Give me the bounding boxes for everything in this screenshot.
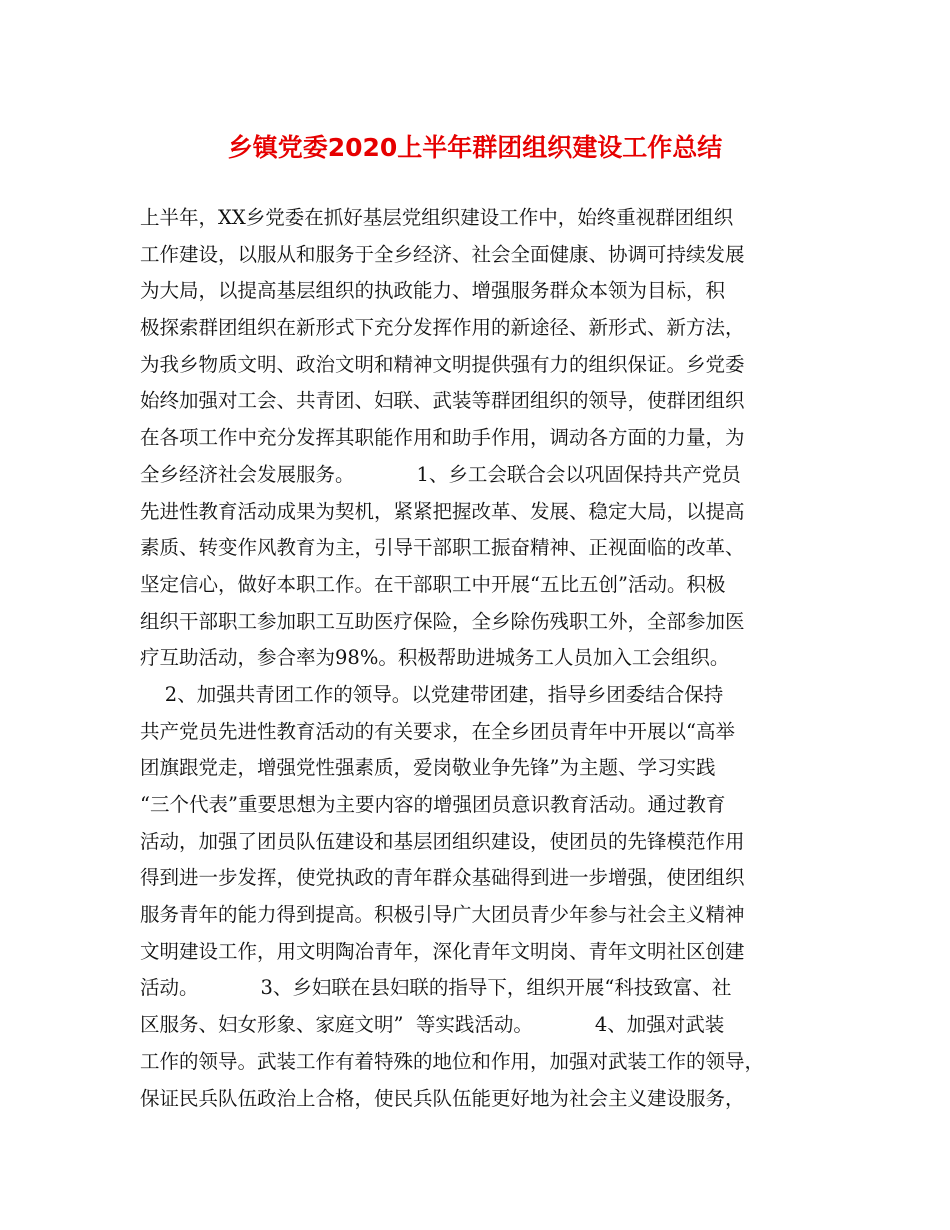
body-line: 活动，加强了团员队伍建设和基层团组织建设，使团员的先锋模范作用	[140, 829, 745, 853]
body-line: 全乡经济社会发展服务。 1、乡工会联合会以巩固保持共产党员	[140, 462, 741, 486]
body-line: 上半年，XX乡党委在抓好基层党组织建设工作中，始终重视群团组织	[140, 206, 734, 229]
body-line: 活动。 3、乡妇联在县妇联的指导下，组织开展“科技致富、社	[140, 976, 732, 1000]
body-line: 2、加强共青团工作的领导。以党建带团建，指导乡团委结合保持	[140, 682, 724, 706]
body-line: 得到进一步发挥，使党执政的青年群众基础得到进一步增强，使团组织	[140, 866, 745, 890]
body-line: 工作建设，以服从和服务于全乡经济、社会全面健康、协调可持续发展	[140, 242, 745, 266]
body-line: “三个代表”重要思想为主要内容的增强团员意识教育活动。通过教育	[140, 793, 726, 816]
body-line: 为我乡物质文明、政治文明和精神文明提供强有力的组织保证。乡党委	[140, 352, 745, 376]
body-line: 区服务、妇女形象、家庭文明” 等实践活动。 4、加强对武装	[140, 1013, 725, 1037]
body-line: 始终加强对工会、共青团、妇联、武装等群团组织的领导，使群团组织	[140, 389, 745, 413]
body-line: 为大局，以提高基层组织的执政能力、增强服务群众本领为目标，积	[140, 279, 726, 303]
document-body	[140, 200, 820, 1117]
body-line: 服务青年的能力得到提高。积极引导广大团员青少年参与社会主义精神	[140, 903, 745, 927]
body-line: 保证民兵队伍政治上合格，使民兵队伍能更好地为社会主义建设服务，	[140, 1086, 745, 1110]
body-line: 先进性教育活动成果为契机，紧紧把握改革、发展、稳定大局，以提高	[140, 499, 745, 523]
body-line: 坚定信心，做好本职工作。在干部职工中开展“五比五创”活动。积极	[140, 572, 726, 596]
body-line: 极探索群团组织在新形式下充分发挥作用的新途径、新形式、新方法，	[140, 316, 745, 340]
body-line: 文明建设工作，用文明陶冶青年，深化青年文明岗、青年文明社区创建	[140, 939, 745, 963]
body-line: 团旗跟党走，增强党性强素质，爱岗敬业争先锋”为主题、学习实践	[140, 756, 716, 780]
body-line: 在各项工作中充分发挥其职能作用和助手作用，调动各方面的力量，为	[140, 426, 745, 450]
document-title: 乡镇党委2020上半年群团组织建设工作总结	[227, 133, 723, 162]
body-line: 素质、转变作风教育为主，引导干部职工振奋精神、正视面临的改革、	[140, 536, 745, 560]
body-line: 共产党员先进性教育活动的有关要求，在全乡团员青年中开展以“高举	[140, 719, 735, 743]
body-line: 组织干部职工参加职工互助医疗保险，全乡除伤残职工外，全部参加医	[140, 609, 745, 633]
body-line: 工作的领导。武装工作有着特殊的地位和作用，加强对武装工作的领导，	[140, 1049, 765, 1073]
body-line: 疗互助活动，参合率为98%。积极帮助进城务工人员加入工会组织。	[140, 646, 730, 670]
